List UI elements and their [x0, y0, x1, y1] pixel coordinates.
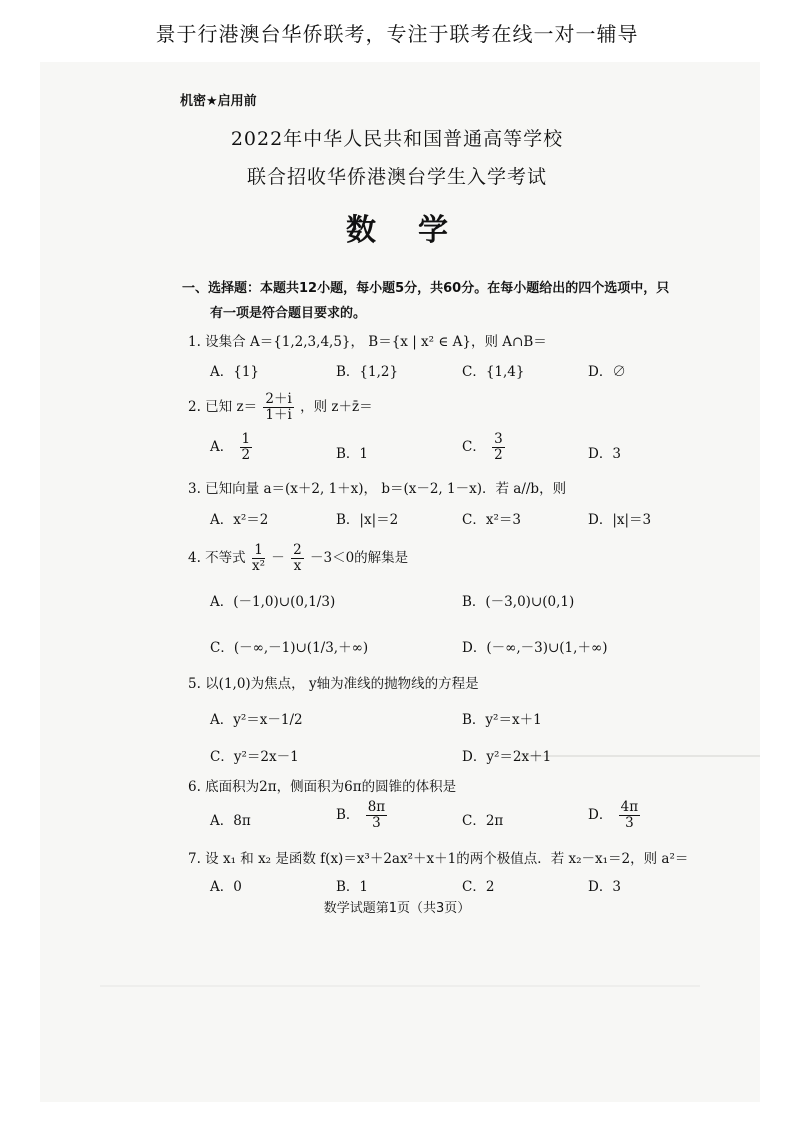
question-2-prefix: 2. 已知 z＝: [188, 399, 258, 415]
question-5-stem: 5. 以(1,0)为焦点， y轴为准线的抛物线的方程是: [188, 676, 479, 692]
question-7-option-c: C．2: [462, 879, 495, 895]
question-2-option-b: B．1: [336, 446, 369, 462]
question-4-option-b: B．(－3,0)∪(0,1): [462, 594, 575, 610]
bleed-through-line: [100, 985, 700, 987]
question-4-option-d: D．(－∞,－3)∪(1,＋∞): [462, 640, 608, 656]
question-4-stem: [188, 543, 408, 574]
option-label: A．: [210, 439, 234, 455]
question-7-option-b: B．1: [336, 879, 369, 895]
fraction-denominator: 3: [372, 815, 381, 831]
question-4-prefix: 4. 不等式: [188, 550, 246, 566]
page-footer: 数学试题第1页（共3页）: [323, 901, 471, 916]
question-2-option-d: D．3: [588, 446, 621, 462]
question-3-option-b: B．|x|＝2: [336, 512, 399, 528]
fraction-numerator: 2＋i: [265, 391, 292, 407]
subject-title: 数学: [346, 213, 490, 248]
question-7-option-a: A．0: [210, 879, 242, 895]
question-3-stem: 3. 已知向量 a＝(x＋2, 1＋x)， b＝(x－2, 1－x)．若 a//b，则: [188, 481, 567, 497]
confidential-mark: 机密★启用前: [180, 94, 257, 109]
bleed-through-line: [520, 755, 760, 757]
fraction-denominator: 3: [625, 815, 634, 831]
section-heading-line2: 有一项是符合题目要求的。: [210, 306, 367, 321]
question-5-option-b: B．y²＝x＋1: [462, 712, 542, 728]
question-2-fraction: [263, 392, 293, 423]
section-heading-line1: 一、选择题：本题共12小题，每小题5分，共60分。在每小题给出的四个选项中，只: [182, 281, 670, 296]
fraction-denominator: 1＋i: [265, 407, 292, 423]
question-6-stem: 6. 底面积为2π，侧面积为6π的圆锥的体积是: [188, 779, 457, 795]
question-6-option-b: [336, 800, 389, 831]
fraction-numerator: 1: [241, 431, 251, 447]
option-fraction: [366, 800, 387, 831]
banner-text: 景于行港澳台华侨联考，专注于联考在线一对一辅导: [155, 22, 639, 46]
question-4-suffix: －3＜0的解集是: [309, 550, 409, 566]
fraction-denominator: 2: [494, 447, 503, 463]
question-5-option-c: C．y²＝2x－1: [210, 749, 299, 765]
option-label: C．: [462, 439, 486, 455]
question-1-option-b: B．{1,2}: [336, 364, 399, 380]
fraction-denominator: x: [293, 558, 302, 574]
question-1-option-c: C．{1,4}: [462, 364, 525, 380]
question-1-stem: 1. 设集合 A＝{1,2,3,4,5}， B＝{x | x² ∈ A}，则 A∩B＝: [188, 334, 547, 350]
question-3-option-a: A．x²＝2: [210, 512, 269, 528]
question-5-option-a: A．y²＝x－1/2: [210, 712, 303, 728]
option-label: B．: [336, 807, 360, 823]
fraction-numerator: 4π: [620, 799, 639, 815]
fraction-denominator: x²: [251, 558, 265, 574]
question-1-option-a: A．{1}: [210, 364, 260, 380]
section-heading: [182, 276, 722, 326]
question-4-option-a: A．(－1,0)∪(0,1/3): [210, 594, 336, 610]
bleed-through-text: [560, 95, 571, 111]
question-4-fraction-2: [291, 543, 304, 574]
question-6-option-c: C．2π: [462, 813, 504, 829]
fraction-numerator: 2: [293, 542, 302, 558]
question-2-option-c: [462, 432, 507, 463]
question-1-option-d: D．∅: [588, 364, 626, 380]
question-4-fraction-1: [252, 543, 265, 574]
question-2-suffix: ，则 z＋z̄＝: [300, 399, 373, 415]
question-6-option-d: [588, 800, 642, 831]
fraction-numerator: 3: [494, 431, 503, 447]
question-7-option-d: D．3: [588, 879, 621, 895]
question-3-option-c: C．x²＝3: [462, 512, 521, 528]
question-3-option-d: D．|x|＝3: [588, 512, 652, 528]
exam-title-line2: 联合招收华侨港澳台学生入学考试: [246, 166, 547, 188]
question-4-minus: －: [271, 550, 285, 566]
question-5-option-d: D．y²＝2x＋1: [462, 749, 552, 765]
question-2-option-a: [210, 432, 254, 463]
fraction-numerator: 8π: [367, 799, 386, 815]
question-6-option-a: A．8π: [210, 813, 251, 829]
exam-title-line1: 2022年中华人民共和国普通高等学校: [230, 128, 564, 150]
fraction-numerator: 1: [252, 543, 265, 559]
option-fraction: [240, 432, 253, 463]
question-7-stem: 7. 设 x₁ 和 x₂ 是函数 f(x)＝x³＋2ax²＋x＋1的两个极值点．若 x₂－x₁＝2，则 a²＝: [188, 851, 689, 867]
question-2-stem: [188, 392, 373, 423]
option-fraction: [492, 432, 505, 463]
option-label: D．: [588, 807, 613, 823]
question-4-option-c: C．(－∞,－1)∪(1/3,＋∞): [210, 640, 369, 656]
option-fraction: [619, 800, 640, 831]
fraction-denominator: 2: [241, 447, 251, 463]
